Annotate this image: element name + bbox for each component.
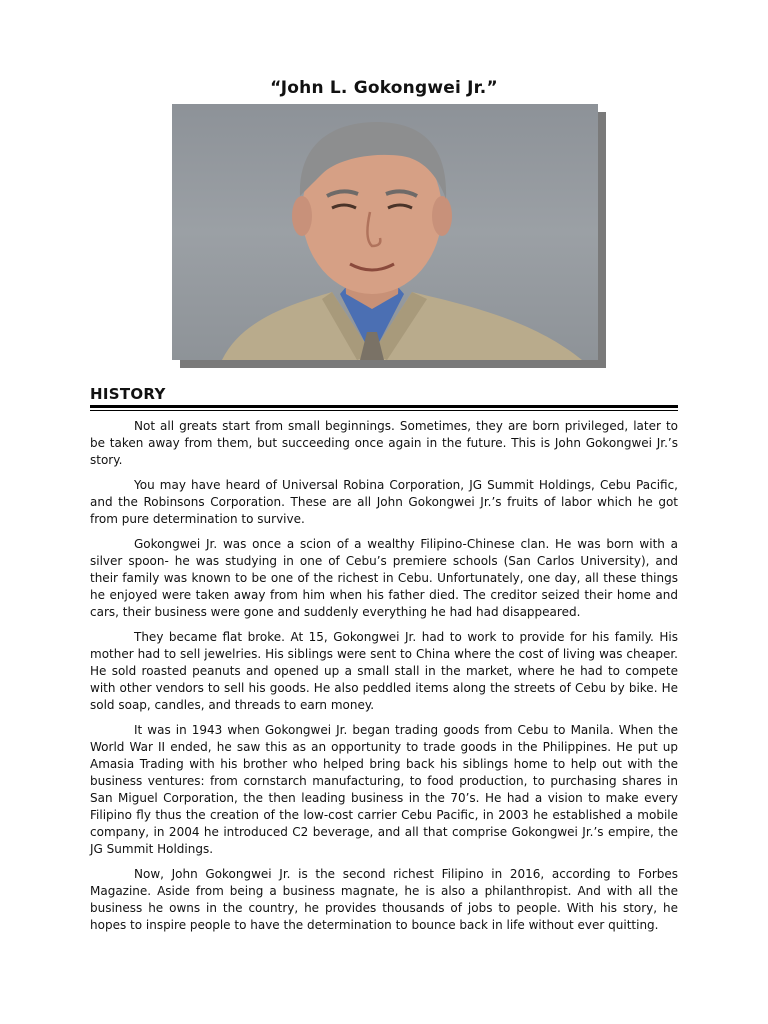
paragraph-3: Gokongwei Jr. was once a scion of a wealthy Filipino-Chinese clan. He was born with a silver spoon- he was studying in one of Cebu’s premiere schools (San Carlos University), and their family was known to be one of the richest in Cebu. Unfortunately, one day, all these things he enjoyed were taken away from him when his father died. The creditor seized their home and cars, their business were gone and suddenly everything he had had disappeared. <box>90 537 678 619</box>
history-body <box>90 418 678 942</box>
paragraph-6: Now, John Gokongwei Jr. is the second richest Filipino in 2016, according to Forbes Magazine. Aside from being a business magnate, he is also a philanthropist. And with all the business he owns in the country, he provides thousands of jobs to people. With his story, he hopes to inspire people to have the determination to bounce back in life without ever quitting. <box>90 867 678 932</box>
paragraph-1: Not all greats start from small beginnings. Sometimes, they are born privileged, later to be taken away from them, but succeeding once again in the future. This is John Gokongwei Jr.’s story. <box>90 419 678 467</box>
section-heading: HISTORY <box>90 385 166 403</box>
heading-rule-thin <box>90 410 678 411</box>
paragraph-4: They became flat broke. At 15, Gokongwei Jr. had to work to provide for his family. His mother had to sell jewelries. His siblings were sent to China where the cost of living was cheaper. He sold roasted peanuts and opened up a small stall in the market, where he had to compete with other vendors to sell his goods. He also peddled items along the streets of Cebu by bike. He sold soap, candles, and threads to earn money. <box>90 630 678 712</box>
heading-rule-thick <box>90 405 678 408</box>
page-title: “John L. Gokongwei Jr.” <box>270 78 498 98</box>
paragraph-2: You may have heard of Universal Robina Corporation, JG Summit Holdings, Cebu Pacific, and the Robinsons Corporation. These are all John Gokongwei Jr.’s fruits of labor which he got from pure determination to survive. <box>90 478 678 526</box>
portrait-illustration <box>172 104 598 360</box>
paragraph-5: It was in 1943 when Gokongwei Jr. began trading goods from Cebu to Manila. When the World War II ended, he saw this as an opportunity to trade goods in the Philippines. He put up Amasia Trading with his brother who helped bring back his siblings home to help out with the business ventures: from cornstarch manufacturing, to food production, to purchasing shares in San Miguel Corporation, the then leading business in the 70’s. He had a vision to make every Filipino fly thus the creation of the low-cost carrier Cebu Pacific, in 2003 he established a mobile company, in 2004 he introduced C2 beverage, and all that comprise Gokongwei Jr.’s empire, the JG Summit Holdings. <box>90 723 678 856</box>
portrait-photo <box>172 104 598 360</box>
